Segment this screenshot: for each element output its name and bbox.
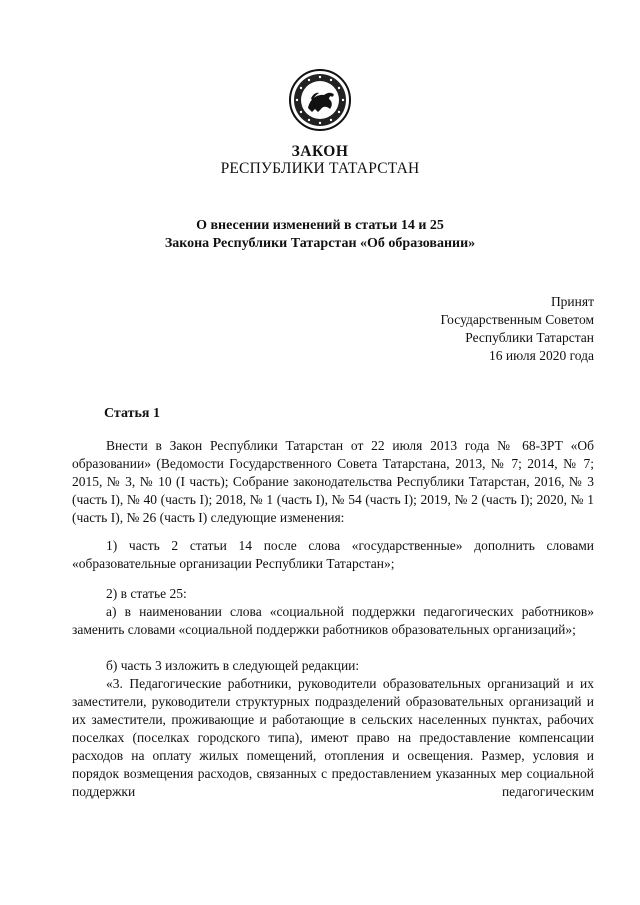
law-heading: ЗАКОН (291, 143, 349, 160)
article-title: Статья 1 (104, 406, 160, 421)
tatarstan-emblem-icon (288, 68, 352, 132)
law-subject-line-1: О внесении изменений в статьи 14 и 25 (196, 218, 444, 233)
paragraph-item-2a: а) в наименовании слова «социальной поддержки педагогических работников» заменить словами «социальной поддержки работников образовательных организаций»; (72, 604, 594, 637)
adopted-by: Государственным Советом (440, 312, 594, 327)
paragraph-part-3: «3. Педагогические работники, руководители образовательных организаций и их заместители, руководители структурных подразделений образовательных организаций и их заместители, проживающие и работающие в сельских населенных пунктах, рабочих поселках (поселках городского типа), имеют право на предоставление компенсации расходов на оплату жилых помещений, отопления и освещения. Размер, условия и порядок возмещения расходов, связанных с предоставлением указанных мер социальной поддержки педагогическим (72, 676, 594, 799)
adopted-date: 16 июля 2020 года (489, 348, 594, 363)
adopted-by-republic: Республики Татарстан (465, 330, 594, 345)
paragraph-item-2: 2) в статье 25: (106, 586, 187, 601)
adoption-block (441, 293, 594, 365)
paragraph-intro: Внести в Закон Республики Татарстан от 22 июля 2013 года № 68-ЗРТ «Об образовании» (Ведомости Государственного Совета Татарстана, 2013, № 7; 2014, № 7; 2015, № 3, № 10 (I часть); Собрание законодательства Республики Татарстан, 2016, № 3 (часть I), № 40 (часть I); 2018, № 1 (часть I), № 54 (часть I); 2019, № 2 (часть I); 2020, № 1 (часть I), № 26 (часть I) следующие изменения: (72, 438, 594, 525)
paragraph-item-2b: б) часть 3 изложить в следующей редакции: (106, 658, 360, 673)
law-republic: РЕСПУБЛИКИ ТАТАРСТАН (220, 160, 420, 177)
paragraph-item-1: 1) часть 2 статьи 14 после слова «государственные» дополнить словами «образовательные организации Республики Татарстан»; (72, 538, 594, 571)
adopted-label: Принят (550, 294, 594, 309)
law-subject-line-2: Закона Республики Татарстан «Об образовании» (164, 236, 476, 251)
